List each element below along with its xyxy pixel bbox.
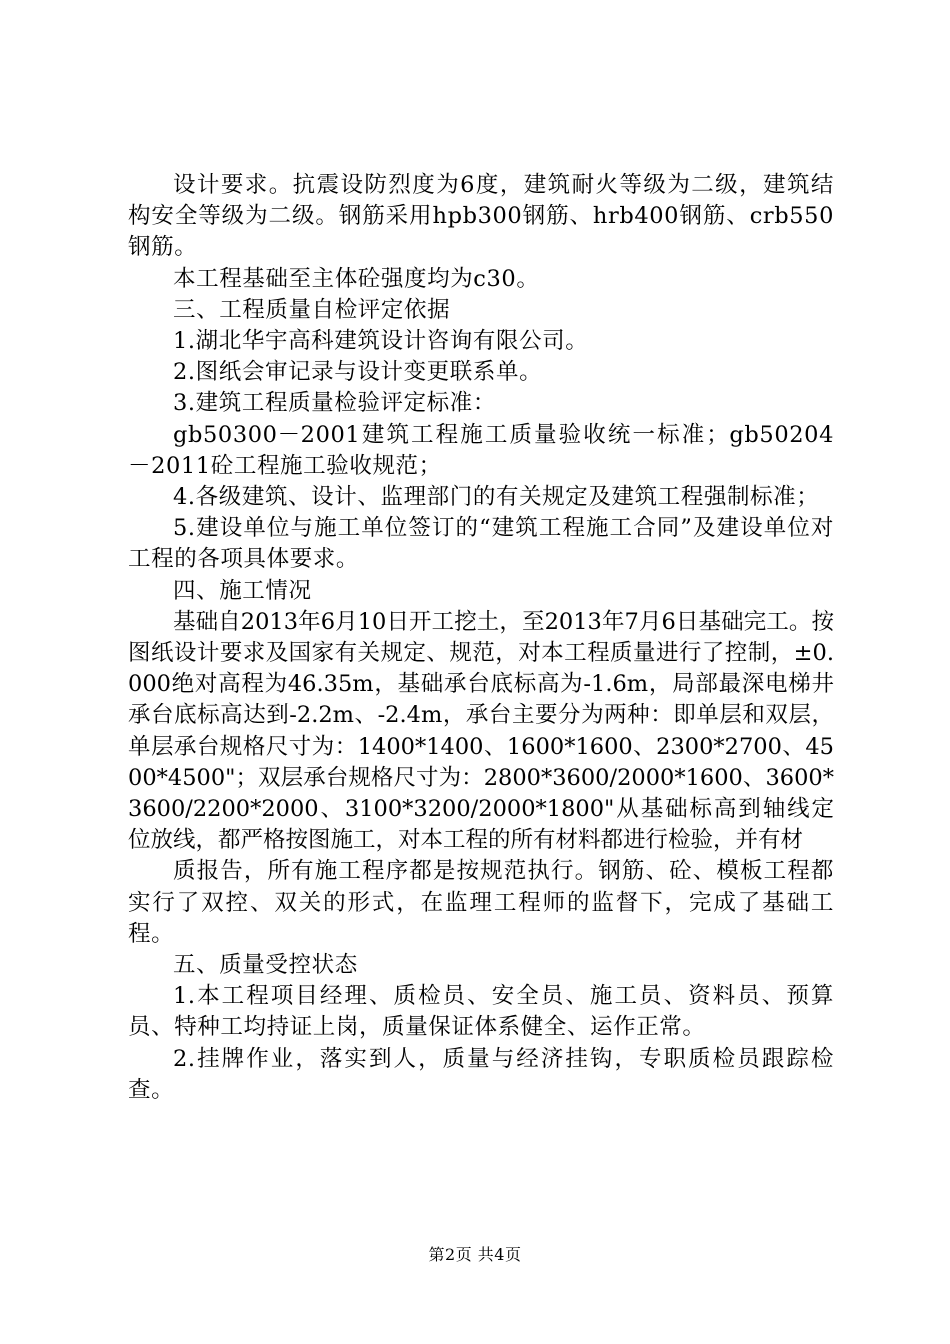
paragraph-construction-details: 基础自2013年6月10日开工挖土，至2013年7月6日基础完工。按图纸设计要求及国家有关规定、规范，对本工程质量进行了控制，±0.000绝对高程为46.35m，基础承台底标高为-1.6m，局部最深电梯井承台底标高达到-2.2m、-2.4m，承台主要分为两种：即单层和双层，单层承台规格尺寸为：1400*1400、1600*1600、2300*2700、4500*4500"；双层承台规格尺寸为：2800*3600/2000*1600、3600*3600/2200*2000、3100*3200/2000*1800"从基础标高到轴线定位放线，都严格按图施工，对本工程的所有材料都进行检验，并有材 xyxy=(128,608,834,854)
list-item-basis-2: 2.图纸会审记录与设计变更联系单。 xyxy=(173,359,543,386)
list-item-basis-4: 4.各级建筑、设计、监理部门的有关规定及建筑工程强制标准； xyxy=(173,484,820,511)
page-footer xyxy=(0,1245,950,1265)
paragraph-design-requirements: 设计要求。抗震设防烈度为6度，建筑耐火等级为二级，建筑结构安全等级为二级。钢筋采用hpb300钢筋、hrb400钢筋、crb550钢筋。 xyxy=(128,172,834,261)
list-item-basis-3: 3.建筑工程质量检验评定标准： xyxy=(173,390,496,417)
paragraph-construction-continued: 质报告，所有施工程序都是按规范执行。钢筋、砼、模板工程都实行了双控、双关的形式，在监理工程师的监督下，完成了基础工程。 xyxy=(128,858,834,947)
paragraph-standards: gb50300－2001建筑工程施工质量验收统一标准；gb50204－2011砼工程施工验收规范； xyxy=(128,421,834,479)
list-item-basis-1: 1.湖北华宇高科建筑设计咨询有限公司。 xyxy=(173,328,589,355)
page-number-label: 第2页 共4页 xyxy=(428,1245,522,1264)
section-heading-4: 四、施工情况 xyxy=(173,577,312,604)
list-item-control-2: 2.挂牌作业，落实到人，质量与经济挂钩，专职质检员跟踪检查。 xyxy=(128,1045,834,1103)
paragraph-concrete-strength: 本工程基础至主体砼强度均为c30。 xyxy=(173,265,540,292)
document-body xyxy=(128,170,834,1106)
section-heading-3: 三、工程质量自检评定依据 xyxy=(173,296,451,323)
list-item-basis-5: 5.建设单位与施工单位签订的“建筑工程施工合同”及建设单位对工程的各项具体要求。 xyxy=(128,515,834,573)
list-item-control-1: 1.本工程项目经理、质检员、安全员、施工员、资料员、预算员、特种工均持证上岗，质量保证体系健全、运作正常。 xyxy=(128,983,834,1041)
section-heading-5: 五、质量受控状态 xyxy=(173,952,358,979)
